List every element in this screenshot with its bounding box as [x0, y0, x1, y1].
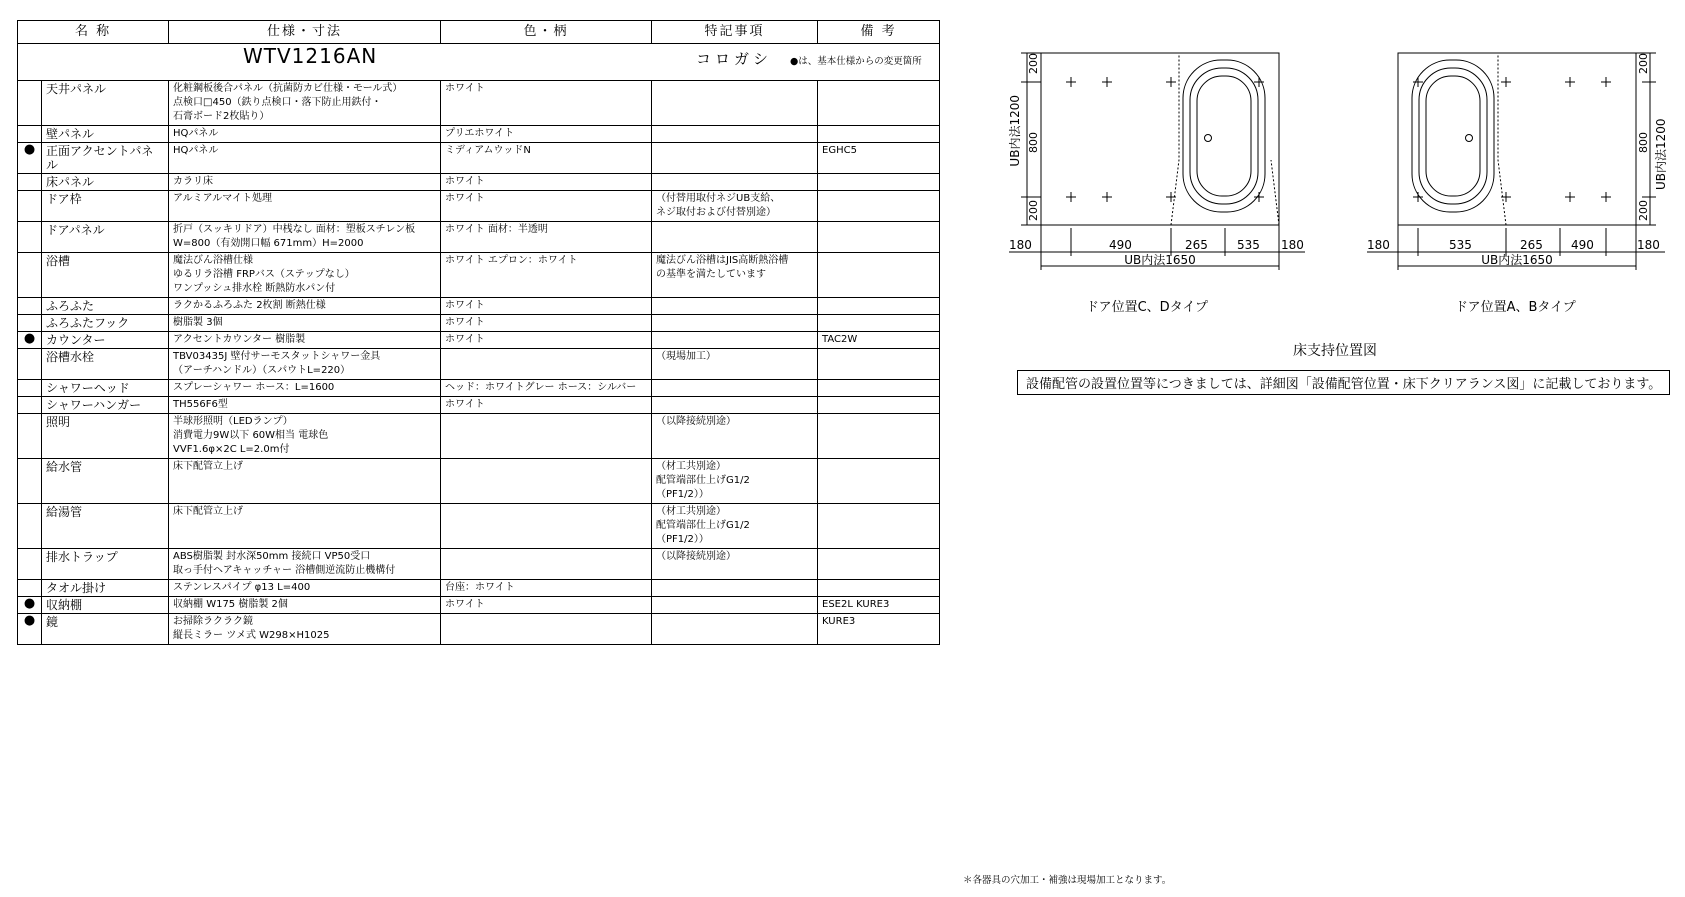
footnote: ＊各器具の穴加工・補強は現場加工となります。 [963, 875, 1172, 886]
table-row [18, 580, 940, 597]
right-dim-3: 490 [1571, 238, 1594, 252]
change-mark [18, 253, 42, 298]
item-spec: お掃除ラクラク鏡 縦長ミラー ツメ式 W298×H1025 [169, 614, 441, 645]
left-dim-4: 180 [1281, 238, 1304, 252]
change-mark [18, 414, 42, 459]
item-color: ホワイト [441, 174, 652, 191]
col-header-remark: 備 考 [818, 21, 940, 44]
item-color: ホワイト エプロン：ホワイト [441, 253, 652, 298]
item-spec: TBV03435J 壁付サーモスタットシャワー金具 （アーチハンドル）（スパウトL=220） [169, 349, 441, 380]
table-row [18, 222, 940, 253]
right-dim-0: 180 [1367, 238, 1390, 252]
item-name: 天井パネル [42, 81, 169, 126]
item-note: （付替用取付ネジUB支給、 ネジ取付および付替別途） [652, 191, 818, 222]
item-color: ホワイト [441, 597, 652, 614]
item-color: ホワイト [441, 191, 652, 222]
title-cell [18, 44, 940, 81]
item-note: （材工共別途） 配管端部仕上げG1/2 （PF1/2）） [652, 459, 818, 504]
item-name: ふろふたフック [42, 315, 169, 332]
table-row [18, 597, 940, 614]
change-mark [18, 580, 42, 597]
item-remark [818, 549, 940, 580]
right-support-points [1413, 77, 1611, 202]
item-remark [818, 580, 940, 597]
item-remark [818, 380, 940, 397]
left-dim-bottom: 200 [1027, 200, 1040, 221]
col-header-note: 特記事項 [652, 21, 818, 44]
item-color: ホワイト [441, 397, 652, 414]
item-note [652, 143, 818, 174]
right-plan [1367, 53, 1665, 270]
table-row [18, 81, 940, 126]
change-mark [18, 191, 42, 222]
item-color: ホワイト [441, 332, 652, 349]
change-mark [18, 549, 42, 580]
change-mark [18, 459, 42, 504]
item-spec: ステンレスパイプ φ13 L=400 [169, 580, 441, 597]
item-spec: 樹脂製 3個 [169, 315, 441, 332]
item-spec: ABS樹脂製 封水深50mm 接続口 VP50受口 取っ手付ヘアキャッチャー 浴槽側逆流防止機構付 [169, 549, 441, 580]
item-remark [818, 298, 940, 315]
table-row [18, 332, 940, 349]
item-remark [818, 397, 940, 414]
item-note [652, 614, 818, 645]
table-row [18, 143, 940, 174]
item-name: 床パネル [42, 174, 169, 191]
change-mark [18, 315, 42, 332]
left-dim-2: 265 [1185, 238, 1208, 252]
piping-notice: 設備配管の設置位置等につきましては、詳細図「設備配管位置・床下クリアランス図」に記載しております。 [1017, 370, 1670, 395]
item-name: 浴槽水栓 [42, 349, 169, 380]
series-name: コロガシ [696, 50, 773, 68]
item-color: ホワイト 面材：半透明 [441, 222, 652, 253]
floor-support-caption: 床支持位置図 [1293, 343, 1377, 359]
item-remark [818, 191, 940, 222]
item-color [441, 459, 652, 504]
item-name: 排水トラップ [42, 549, 169, 580]
item-spec: 床下配管立上げ [169, 459, 441, 504]
table-row [18, 614, 940, 645]
item-spec: 魔法びん浴槽仕様 ゆるリラ浴槽 FRPバス（ステップなし） ワンプッシュ排水栓 断熱防水パン付 [169, 253, 441, 298]
change-mark [18, 504, 42, 549]
change-mark: ● [18, 614, 42, 645]
item-name: 収納棚 [42, 597, 169, 614]
item-color: プリエホワイト [441, 126, 652, 143]
item-spec: ラクかるふろふた 2枚割 断熱仕様 [169, 298, 441, 315]
table-row [18, 504, 940, 549]
table-row [18, 315, 940, 332]
header-row [18, 21, 940, 44]
item-remark [818, 253, 940, 298]
left-drain [1205, 135, 1212, 142]
item-name: 照明 [42, 414, 169, 459]
left-total-width: UB内法1650 [1124, 253, 1196, 267]
floor-support-drawing [975, 40, 1675, 270]
item-color: ヘッド：ホワイトグレー ホース：シルバー [441, 380, 652, 397]
right-vertical-label: UB内法1200 [1654, 118, 1668, 190]
item-color: ホワイト [441, 315, 652, 332]
spec-rows [18, 81, 940, 645]
table-row [18, 397, 940, 414]
item-remark: ESE2L KURE3 [818, 597, 940, 614]
item-remark [818, 222, 940, 253]
right-drain [1466, 135, 1473, 142]
right-total-width: UB内法1650 [1481, 253, 1553, 267]
right-dim-bottom: 200 [1637, 200, 1650, 221]
item-name: 壁パネル [42, 126, 169, 143]
table-row [18, 298, 940, 315]
item-color: ホワイト [441, 81, 652, 126]
item-name: 浴槽 [42, 253, 169, 298]
item-note [652, 580, 818, 597]
right-dim-4: 180 [1637, 238, 1660, 252]
item-remark [818, 459, 940, 504]
item-note [652, 597, 818, 614]
col-header-spec: 仕様・寸法 [169, 21, 441, 44]
right-dim-2: 265 [1520, 238, 1543, 252]
item-note [652, 332, 818, 349]
item-note [652, 315, 818, 332]
item-note [652, 380, 818, 397]
item-note: （以降接続別途） [652, 414, 818, 459]
item-remark: EGHC5 [818, 143, 940, 174]
table-row [18, 349, 940, 380]
col-header-color: 色・柄 [441, 21, 652, 44]
item-name: ドアパネル [42, 222, 169, 253]
table-row [18, 126, 940, 143]
item-note: 魔法びん浴槽はJIS高断熱浴槽 の基準を満たしています [652, 253, 818, 298]
item-remark: KURE3 [818, 614, 940, 645]
item-name: 給水管 [42, 459, 169, 504]
item-note: （以降接続別途） [652, 549, 818, 580]
item-remark [818, 349, 940, 380]
item-spec: 半球形照明（LEDランプ） 消費電力9W以下 60W相当 電球色 VVF1.6φ×2C L=2.0m付 [169, 414, 441, 459]
item-note [652, 174, 818, 191]
model-number: WTV1216AN [243, 44, 378, 68]
left-dim-top: 200 [1027, 53, 1040, 74]
item-name: ドア枠 [42, 191, 169, 222]
item-remark [818, 414, 940, 459]
right-dim-mid: 800 [1637, 132, 1650, 153]
item-spec: 床下配管立上げ [169, 504, 441, 549]
table-row [18, 191, 940, 222]
item-color [441, 414, 652, 459]
item-name: シャワーヘッド [42, 380, 169, 397]
change-mark [18, 380, 42, 397]
item-spec: 収納棚 W175 樹脂製 2個 [169, 597, 441, 614]
item-color [441, 349, 652, 380]
right-dim-1: 535 [1449, 238, 1472, 252]
item-color: ホワイト [441, 298, 652, 315]
left-vertical-label: UB内法1200 [1008, 95, 1022, 167]
item-color: 台座：ホワイト [441, 580, 652, 597]
item-spec: スプレーシャワー ホース：L=1600 [169, 380, 441, 397]
left-plan [1009, 53, 1305, 270]
table-row [18, 459, 940, 504]
caption-ab-type: ドア位置A、Bタイプ [1455, 300, 1576, 315]
item-color: ミディアムウッドN [441, 143, 652, 174]
item-name: シャワーハンガー [42, 397, 169, 414]
item-name: ふろふた [42, 298, 169, 315]
item-name: タオル掛け [42, 580, 169, 597]
item-name: 正面アクセントパネル [42, 143, 169, 174]
table-row [18, 414, 940, 459]
spec-table [17, 20, 940, 645]
caption-cd-type: ドア位置C、Dタイプ [1086, 300, 1209, 315]
item-note [652, 126, 818, 143]
item-name: 給湯管 [42, 504, 169, 549]
item-remark [818, 504, 940, 549]
left-dim-1: 490 [1109, 238, 1132, 252]
item-note [652, 397, 818, 414]
change-mark [18, 222, 42, 253]
item-note [652, 298, 818, 315]
item-color [441, 549, 652, 580]
item-spec: アルミアルマイト処理 [169, 191, 441, 222]
table-row [18, 253, 940, 298]
item-note [652, 81, 818, 126]
left-dim-mid: 800 [1027, 132, 1040, 153]
item-remark [818, 174, 940, 191]
item-note: （現場加工） [652, 349, 818, 380]
change-mark [18, 298, 42, 315]
item-spec: 折戸（スッキリドア）中桟なし 面材：塑板スチレン板 W=800（有効開口幅 671mm）H=2000 [169, 222, 441, 253]
item-spec: 化粧鋼板後合パネル（抗菌防カビ仕様・モール式） 点検口□450（鉄り点検口・落下防止用鉄付・ 石膏ボード2枚貼り） [169, 81, 441, 126]
right-dim-top: 200 [1637, 53, 1650, 74]
item-spec: カラリ床 [169, 174, 441, 191]
change-legend: ●は、基本仕様からの変更箇所 [790, 56, 922, 67]
item-name: カウンター [42, 332, 169, 349]
item-color [441, 614, 652, 645]
item-remark [818, 126, 940, 143]
item-note [652, 222, 818, 253]
left-support-points [1066, 77, 1264, 202]
item-spec: HQパネル [169, 143, 441, 174]
change-mark: ● [18, 332, 42, 349]
left-dim-0: 180 [1009, 238, 1032, 252]
table-row [18, 174, 940, 191]
item-note: （材工共別途） 配管端部仕上げG1/2 （PF1/2）） [652, 504, 818, 549]
item-color [441, 504, 652, 549]
item-spec: アクセントカウンター 樹脂製 [169, 332, 441, 349]
item-remark [818, 315, 940, 332]
left-dim-3: 535 [1237, 238, 1260, 252]
item-remark: TAC2W [818, 332, 940, 349]
col-header-name: 名 称 [18, 21, 169, 44]
table-row [18, 380, 940, 397]
change-mark [18, 126, 42, 143]
item-spec: HQパネル [169, 126, 441, 143]
item-name: 鏡 [42, 614, 169, 645]
change-mark [18, 81, 42, 126]
change-mark [18, 397, 42, 414]
change-mark: ● [18, 597, 42, 614]
change-mark [18, 174, 42, 191]
item-remark [818, 81, 940, 126]
item-spec: TH556F6型 [169, 397, 441, 414]
change-mark: ● [18, 143, 42, 174]
change-mark [18, 349, 42, 380]
table-row [18, 549, 940, 580]
